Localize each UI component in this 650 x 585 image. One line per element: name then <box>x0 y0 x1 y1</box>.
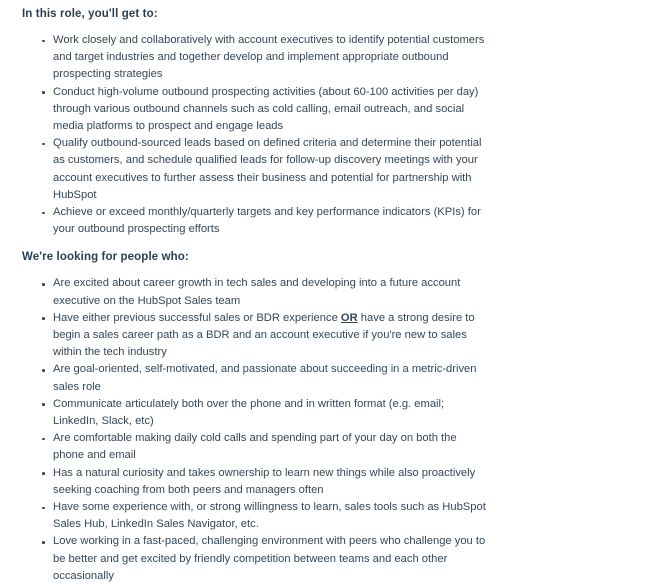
list-item: Qualify outbound-sourced leads based on defined criteria and determine their potential as customers, and schedule qualified leads for follow-up discovery meetings with your account executives to further assess their business and potential for partnership with HubSpot <box>0 135 650 204</box>
section-looking-for-people <box>0 249 650 585</box>
responsibilities-list <box>0 32 650 238</box>
qualifications-list <box>0 275 650 585</box>
list-item: Achieve or exceed monthly/quarterly targets and key performance indicators (KPIs) for your outbound prospecting efforts <box>0 204 650 238</box>
text-run: Have either previous successful sales or BDR experience <box>53 311 341 324</box>
emphasis-or: OR <box>340 311 358 324</box>
list-item <box>0 310 650 362</box>
section-in-this-role <box>0 6 650 238</box>
list-item: Has a natural curiosity and takes ownership to learn new things while also proactively seeking coaching from both peers and managers often <box>0 465 650 499</box>
list-item: Are goal-oriented, self-motivated, and passionate about succeeding in a metric-driven sales role <box>0 361 650 395</box>
list-item: Are comfortable making daily cold calls and spending part of your day on both the phone and email <box>0 430 650 464</box>
heading-spacer <box>0 22 650 32</box>
section-gap <box>0 238 650 249</box>
heading-spacer <box>0 265 650 275</box>
list-item: Communicate articulately both over the phone and in written format (e.g. email; LinkedIn, Slack, etc) <box>0 396 650 430</box>
list-item: Have some experience with, or strong willingness to learn, sales tools such as HubSpot Sales Hub, LinkedIn Sales Navigator, etc. <box>0 499 650 533</box>
list-item: Work closely and collaboratively with account executives to identify potential customers and target industries and together develop and implement appropriate outbound prospecting strategies <box>0 32 650 84</box>
section-heading-in-this-role: In this role, you'll get to: <box>22 8 158 20</box>
list-item: Love working in a fast-paced, challenging environment with peers who challenge you to be better and get excited by friendly competition between teams and each other occasionally <box>0 533 650 585</box>
text-run: have a strong desire to begin a sales career path as a BDR and an account executive if you're new to sales within the tech industry <box>53 311 475 359</box>
section-heading-looking-for-people: We're looking for people who: <box>22 251 189 264</box>
list-item: Conduct high-volume outbound prospecting activities (about 60-100 activities per day) through various outbound channels such as cold calling, email outreach, and social media platforms to prospect and engage leads <box>0 84 650 136</box>
list-item: Are excited about career growth in tech sales and developing into a future account executive on the HubSpot Sales team <box>0 275 650 309</box>
